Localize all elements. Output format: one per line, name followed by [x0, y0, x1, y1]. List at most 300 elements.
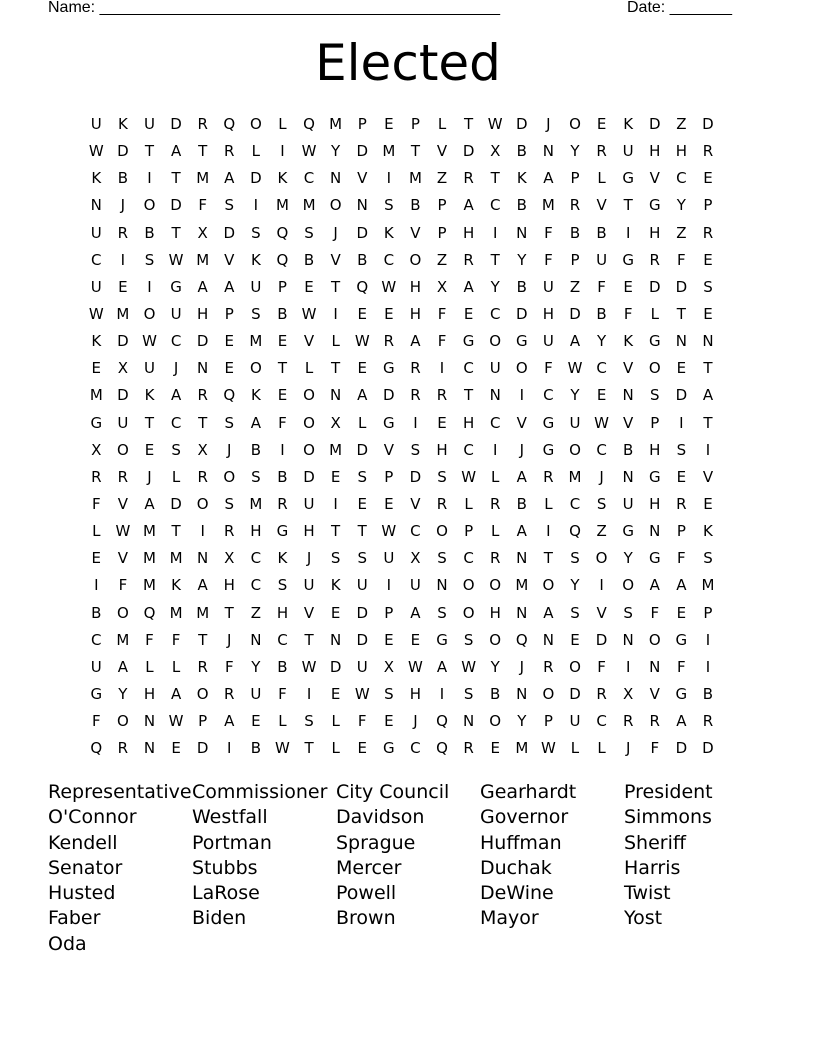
grid-letter: S: [357, 467, 367, 486]
grid-letter: J: [120, 196, 126, 215]
grid-letter: I: [492, 223, 498, 242]
grid-letter: A: [543, 169, 554, 188]
grid-letter: I: [705, 440, 711, 459]
grid-letter: S: [224, 196, 235, 215]
grid-letter: A: [197, 576, 208, 595]
grid-letter: H: [409, 684, 422, 703]
grid-letter: S: [384, 684, 394, 703]
grid-letter: V: [117, 494, 129, 513]
grid-letter: B: [250, 739, 261, 758]
grid-letter: E: [384, 494, 394, 513]
grid-letter: C: [383, 250, 395, 269]
grid-letter: B: [303, 250, 315, 269]
grid-letter: L: [171, 467, 181, 486]
grid-letter: D: [303, 467, 315, 486]
grid-letter: T: [410, 142, 420, 161]
grid-letter: O: [569, 440, 581, 459]
grid-letter: I: [306, 684, 312, 703]
grid-letter: Y: [490, 277, 500, 296]
grid-letter: Y: [570, 576, 580, 595]
grid-letter: B: [410, 196, 421, 215]
grid-letter: I: [333, 304, 338, 323]
grid-letter: U: [542, 332, 554, 351]
grid-row: [83, 301, 721, 328]
grid-letter: E: [277, 332, 288, 351]
grid-letter: E: [304, 277, 314, 296]
grid-letter: S: [410, 440, 421, 459]
grid-letter: E: [463, 304, 474, 323]
grid-letter: B: [569, 223, 581, 242]
grid-letter: R: [463, 169, 474, 188]
grid-letter: D: [356, 440, 369, 459]
grid-letter: Z: [676, 223, 687, 242]
grid-letter: W: [115, 522, 131, 541]
grid-letter: L: [491, 467, 500, 486]
grid-letter: H: [197, 304, 209, 323]
grid-letter: C: [463, 359, 474, 378]
grid-letter: U: [383, 549, 395, 568]
grid-letter: M: [196, 169, 210, 188]
grid-letter: C: [91, 630, 102, 649]
grid-letter: M: [143, 549, 156, 568]
grid-letter: S: [437, 603, 447, 622]
word-list-item: President: [624, 781, 713, 803]
grid-letter: W: [88, 304, 104, 323]
grid-letter: P: [410, 115, 420, 133]
grid-letter: S: [277, 576, 288, 595]
grid-letter: K: [91, 332, 102, 351]
grid-letter: H: [649, 440, 661, 459]
grid-letter: O: [116, 440, 129, 459]
word-list-item: Sheriff: [624, 831, 686, 854]
grid-letter: G: [515, 332, 528, 351]
grid-letter: Y: [251, 657, 261, 676]
grid-letter: M: [249, 494, 263, 513]
grid-letter: U: [250, 684, 262, 703]
grid-letter: X: [436, 277, 448, 296]
grid-letter: E: [330, 467, 341, 486]
grid-letter: P: [464, 522, 474, 541]
grid-letter: G: [462, 332, 475, 351]
grid-letter: O: [329, 196, 342, 215]
grid-letter: A: [410, 603, 421, 622]
grid-letter: H: [143, 684, 156, 703]
grid-letter: W: [487, 115, 503, 133]
grid-letter: D: [648, 277, 661, 296]
grid-letter: Q: [143, 603, 156, 622]
grid-letter: X: [91, 440, 102, 459]
grid-letter: G: [170, 277, 182, 296]
grid-letter: E: [410, 630, 421, 649]
grid-letter: F: [623, 304, 633, 323]
grid-letter: E: [703, 250, 713, 269]
grid-letter: W: [168, 250, 184, 269]
grid-row: [83, 708, 721, 735]
grid-letter: W: [301, 142, 317, 161]
grid-letter: N: [675, 332, 687, 351]
grid-letter: S: [144, 250, 155, 269]
grid-letter: Q: [436, 739, 448, 758]
grid-letter: O: [303, 440, 315, 459]
grid-letter: L: [597, 169, 606, 188]
grid-letter: F: [437, 304, 447, 323]
grid-letter: I: [439, 684, 445, 703]
grid-letter: N: [516, 549, 528, 568]
grid-letter: A: [197, 277, 208, 296]
grid-letter: A: [436, 657, 448, 676]
grid-letter: E: [384, 712, 394, 731]
word-list-item: Sprague: [336, 831, 416, 854]
grid-letter: I: [94, 576, 99, 595]
grid-letter: M: [89, 386, 103, 405]
grid-letter: G: [383, 413, 395, 432]
grid-letter: G: [622, 169, 634, 188]
grid-letter: O: [143, 196, 156, 215]
grid-letter: K: [250, 250, 261, 269]
grid-letter: Y: [623, 549, 633, 568]
grid-letter: R: [197, 386, 208, 405]
grid-letter: P: [570, 169, 580, 188]
grid-letter: K: [277, 169, 288, 188]
grid-letter: X: [490, 142, 501, 161]
grid-letter: W: [301, 657, 317, 676]
grid-letter: B: [516, 196, 527, 215]
grid-letter: L: [597, 739, 606, 758]
grid-letter: Q: [90, 739, 103, 758]
grid-letter: S: [570, 549, 580, 568]
grid-letter: F: [597, 657, 606, 676]
grid-letter: C: [596, 712, 607, 731]
grid-letter: F: [650, 739, 660, 758]
grid-letter: A: [224, 277, 235, 296]
grid-letter: R: [649, 712, 660, 731]
grid-letter: A: [463, 196, 474, 215]
grid-row: [83, 437, 721, 464]
grid-letter: W: [354, 332, 370, 351]
grid-letter: F: [91, 712, 101, 731]
word-list-item: Stubbs: [192, 856, 258, 879]
grid-letter: M: [249, 332, 263, 351]
grid-letter: D: [170, 115, 182, 133]
grid-letter: D: [516, 304, 528, 323]
grid-letter: A: [170, 684, 182, 703]
grid-letter: R: [224, 142, 235, 161]
grid-letter: T: [703, 413, 713, 432]
grid-letter: E: [490, 739, 500, 758]
header: [48, 0, 748, 20]
grid-letter: V: [623, 359, 634, 378]
grid-letter: A: [224, 712, 235, 731]
grid-letter: S: [251, 304, 261, 323]
name-field-label: Name: _____________________________________________: [48, 0, 500, 16]
grid-letter: S: [384, 196, 394, 215]
grid-letter: I: [280, 440, 285, 459]
grid-letter: O: [249, 115, 262, 133]
grid-letter: G: [90, 684, 103, 703]
grid-letter: S: [330, 549, 341, 568]
grid-letter: G: [622, 522, 634, 541]
grid-letter: U: [303, 494, 315, 513]
grid-letter: I: [386, 576, 392, 595]
grid-letter: F: [544, 250, 553, 269]
grid-letter: F: [171, 630, 181, 649]
grid-letter: T: [331, 359, 341, 378]
grid-letter: R: [543, 657, 554, 676]
grid-letter: E: [224, 332, 234, 351]
grid-letter: F: [677, 250, 686, 269]
grid-letter: R: [702, 712, 714, 731]
grid-letter: E: [676, 467, 687, 486]
grid-letter: D: [170, 196, 182, 215]
grid-letter: C: [303, 169, 315, 188]
grid-letter: L: [251, 142, 261, 161]
grid-letter: M: [515, 576, 529, 595]
word-list-item: Davidson: [336, 806, 425, 829]
grid-letter: I: [625, 223, 631, 242]
date-field-label: Date: _______: [627, 0, 732, 16]
grid-letter: B: [277, 657, 288, 676]
grid-letter: C: [596, 440, 607, 459]
grid-letter: U: [409, 576, 421, 595]
grid-letter: C: [170, 332, 182, 351]
grid-letter: M: [302, 196, 316, 215]
grid-letter: S: [570, 603, 580, 622]
word-list-item: Mercer: [336, 856, 402, 879]
grid-letter: P: [357, 115, 367, 133]
grid-letter: N: [702, 332, 714, 351]
grid-letter: O: [196, 684, 209, 703]
grid-letter: A: [543, 603, 554, 622]
grid-letter: U: [622, 494, 634, 513]
grid-letter: B: [702, 684, 714, 703]
grid-letter: V: [596, 603, 607, 622]
grid-letter: R: [224, 684, 235, 703]
grid-letter: M: [515, 739, 529, 758]
grid-letter: V: [649, 169, 660, 188]
grid-letter: A: [676, 712, 687, 731]
grid-letter: V: [410, 223, 421, 242]
grid-letter: N: [649, 522, 661, 541]
grid-letter: A: [516, 467, 527, 486]
grid-letter: R: [224, 522, 235, 541]
grid-letter: D: [569, 684, 581, 703]
grid-letter: C: [489, 196, 501, 215]
grid-letter: L: [92, 522, 101, 541]
grid-letter: F: [278, 413, 287, 432]
grid-letter: T: [144, 142, 155, 161]
grid-letter: E: [384, 304, 394, 323]
grid-row: [83, 220, 721, 247]
grid-letter: L: [331, 739, 340, 758]
grid-letter: S: [703, 277, 713, 296]
grid-letter: A: [410, 332, 421, 351]
grid-letter: Q: [223, 115, 236, 133]
word-list-item: Mayor: [480, 907, 539, 930]
grid-letter: P: [650, 413, 660, 432]
grid-letter: R: [463, 250, 474, 269]
word-list-item: Huffman: [480, 831, 562, 854]
grid-letter: L: [331, 712, 340, 731]
grid-letter: I: [333, 494, 338, 513]
grid-letter: N: [516, 684, 528, 703]
grid-letter: F: [357, 712, 367, 731]
grid-letter: W: [408, 657, 423, 676]
grid-letter: B: [516, 277, 527, 296]
grid-letter: K: [330, 576, 341, 595]
grid-letter: P: [570, 250, 580, 269]
grid-letter: W: [540, 739, 556, 758]
grid-letter: M: [169, 603, 183, 622]
grid-letter: U: [143, 115, 155, 133]
grid-letter: P: [224, 304, 234, 323]
grid-letter: B: [516, 494, 527, 513]
grid-letter: Y: [676, 196, 686, 215]
grid-letter: O: [542, 576, 555, 595]
grid-row: [83, 111, 721, 138]
grid-row: [83, 518, 721, 545]
grid-letter: H: [462, 413, 475, 432]
grid-row: [83, 491, 721, 518]
grid-letter: N: [489, 386, 501, 405]
grid-letter: V: [596, 196, 607, 215]
grid-letter: T: [198, 142, 208, 161]
grid-letter: M: [408, 169, 422, 188]
grid-letter: W: [88, 142, 104, 161]
grid-letter: F: [437, 332, 447, 351]
grid-letter: V: [436, 142, 448, 161]
grid-letter: A: [250, 413, 261, 432]
grid-letter: V: [383, 440, 394, 459]
word-list-item: Oda: [48, 932, 87, 955]
grid-letter: I: [120, 250, 126, 269]
grid-letter: S: [224, 494, 235, 513]
grid-letter: O: [303, 386, 315, 405]
grid-letter: W: [275, 739, 290, 758]
grid-letter: Q: [303, 115, 315, 133]
grid-letter: L: [650, 304, 659, 323]
grid-letter: R: [463, 739, 474, 758]
grid-letter: L: [171, 657, 181, 676]
grid-letter: S: [357, 549, 367, 568]
grid-letter: M: [169, 549, 183, 568]
grid-row: [83, 328, 721, 355]
grid-letter: B: [117, 169, 129, 188]
grid-letter: U: [90, 277, 102, 296]
grid-letter: I: [147, 277, 152, 296]
grid-letter: M: [196, 603, 210, 622]
grid-letter: T: [304, 630, 314, 649]
grid-letter: D: [409, 467, 422, 486]
grid-letter: E: [357, 494, 367, 513]
grid-letter: L: [544, 494, 553, 513]
word-list-item: Gearhardt: [480, 781, 577, 803]
grid-letter: O: [648, 359, 661, 378]
word-list-item: Harris: [624, 856, 681, 879]
grid-letter: Y: [118, 684, 128, 703]
grid-letter: S: [463, 630, 474, 649]
grid-letter: L: [570, 739, 580, 758]
grid-row: [83, 138, 721, 165]
word-list-item: Twist: [624, 882, 671, 905]
grid-letter: Q: [223, 386, 236, 405]
grid-letter: P: [437, 223, 447, 242]
grid-letter: H: [542, 304, 555, 323]
grid-letter: A: [357, 386, 368, 405]
grid-letter: R: [91, 467, 102, 486]
grid-row: [83, 165, 721, 192]
grid-letter: F: [224, 657, 234, 676]
grid-letter: E: [277, 386, 288, 405]
grid-letter: V: [303, 332, 315, 351]
grid-letter: R: [383, 332, 395, 351]
grid-letter: C: [250, 576, 262, 595]
word-list-item: Biden: [192, 907, 247, 930]
grid-letter: R: [596, 684, 607, 703]
grid-letter: D: [675, 386, 688, 405]
grid-letter: M: [701, 576, 715, 595]
grid-letter: O: [515, 359, 528, 378]
grid-letter: R: [676, 494, 687, 513]
grid-letter: N: [622, 630, 634, 649]
grid-letter: G: [383, 359, 395, 378]
grid-letter: K: [277, 549, 288, 568]
grid-letter: B: [250, 440, 261, 459]
grid-letter: K: [117, 115, 128, 133]
grid-letter: Q: [276, 223, 289, 242]
grid-letter: X: [383, 657, 394, 676]
grid-letter: B: [596, 223, 607, 242]
grid-letter: N: [516, 603, 528, 622]
grid-letter: A: [170, 142, 182, 161]
grid-letter: S: [463, 684, 474, 703]
grid-letter: S: [304, 223, 314, 242]
grid-letter: W: [142, 332, 157, 351]
grid-letter: L: [278, 115, 287, 133]
grid-letter: E: [437, 413, 447, 432]
grid-letter: U: [356, 657, 368, 676]
word-list-item: Representative: [48, 781, 192, 803]
grid-letter: D: [117, 332, 129, 351]
grid-letter: O: [489, 332, 502, 351]
grid-letter: Q: [356, 277, 369, 296]
grid-letter: J: [147, 467, 152, 486]
grid-letter: H: [675, 142, 687, 161]
grid-letter: N: [516, 223, 528, 242]
grid-letter: L: [437, 115, 447, 133]
grid-letter: B: [144, 223, 155, 242]
grid-letter: L: [304, 359, 314, 378]
grid-letter: P: [676, 522, 686, 541]
grid-letter: T: [464, 115, 474, 133]
word-list-item: LaRose: [192, 882, 260, 905]
grid-letter: N: [622, 467, 634, 486]
word-list-item: Commissioner: [192, 781, 328, 803]
grid-letter: O: [569, 657, 581, 676]
grid-letter: U: [170, 304, 182, 323]
grid-letter: H: [489, 603, 501, 622]
grid-letter: G: [675, 684, 688, 703]
grid-letter: N: [250, 630, 262, 649]
grid-letter: S: [251, 223, 261, 242]
grid-letter: A: [676, 576, 687, 595]
grid-letter: T: [304, 739, 314, 758]
grid-letter: J: [227, 630, 232, 649]
grid-letter: R: [117, 467, 129, 486]
grid-letter: M: [116, 304, 130, 323]
word-list-item: Governor: [480, 806, 569, 829]
grid-letter: X: [330, 413, 341, 432]
grid-row: [83, 410, 721, 437]
